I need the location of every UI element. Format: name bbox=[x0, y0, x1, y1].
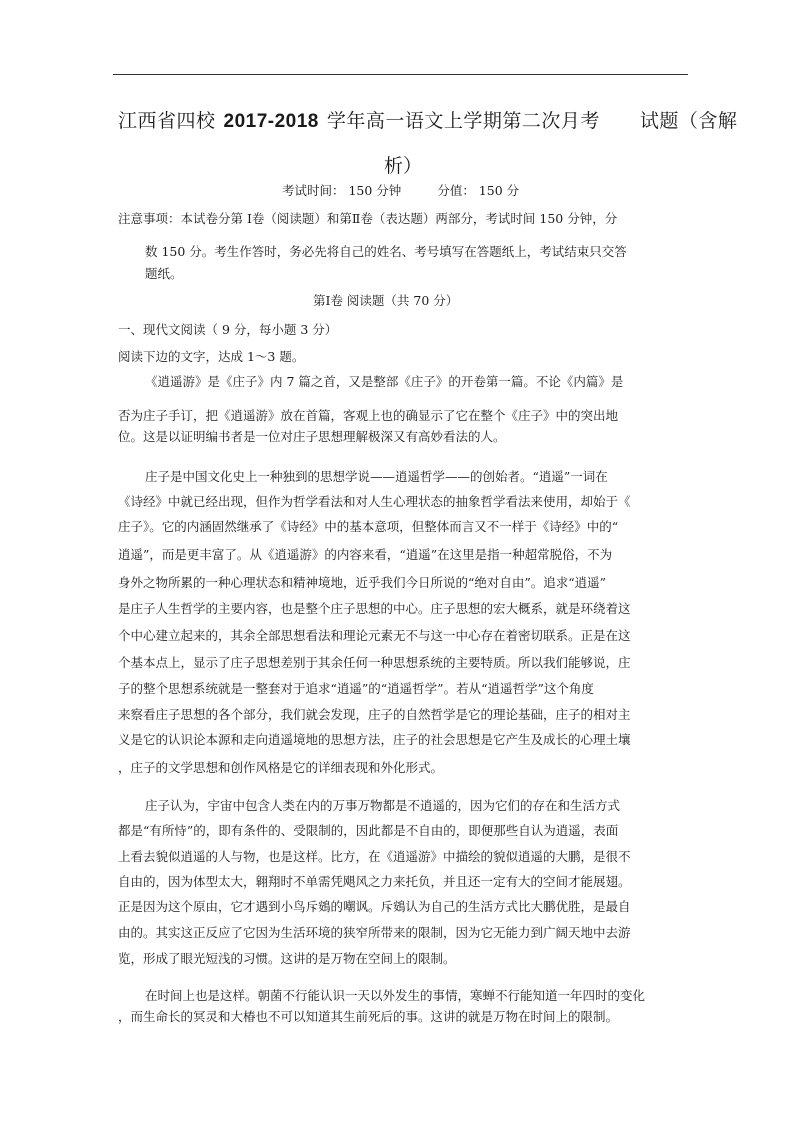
title-continuation: 析） bbox=[384, 155, 423, 177]
document-title bbox=[118, 106, 737, 133]
paragraph-1-line-3: 位。这是以证明编书者是一位对庄子思想理解极深又有高妙看法的人。 bbox=[118, 429, 506, 444]
paragraph-2-line-5: 身外之物所累的一种心理状态和精神境地，近乎我们今日所说的“绝对自由”。追求“逍遥” bbox=[118, 575, 607, 590]
paragraph-2-line-8: 个基本点上，显示了庄子思想差别于其余任何一种思想系统的主要特质。所以我们能够说，庄 bbox=[118, 655, 631, 670]
exam-info bbox=[282, 185, 519, 198]
exam-time: 考试时间： 150 分钟 bbox=[282, 183, 402, 198]
title-year: 2017-2018 bbox=[223, 111, 319, 132]
paragraph-2-line-7: 个中心建立起来的，其余全部思想看法和理论元素无不与这一中心存在着密切联系。正是在这 bbox=[118, 628, 631, 643]
notice-line-3: 题纸。 bbox=[145, 266, 183, 281]
paragraph-2-line-10: 来察看庄子思想的各个部分，我们就会发现，庄子的自然哲学是它的理论基础，庄子的相对主 bbox=[118, 707, 631, 722]
paragraph-2-line-11: 义是它的认识论本源和走向逍遥境地的思想方法，庄子的社会思想是它产生及成长的心理土壤 bbox=[118, 732, 631, 747]
paragraph-2-line-4: 逍遥”，而是更丰富了。从《逍遥游》的内容来看，“逍遥”在这里是指一种超常脱俗，不为 bbox=[118, 547, 613, 562]
paragraph-3-line-1: 庄子认为，宇宙中包含人类在内的万事万物都是不逍遥的，因为它们的存在和生活方式 bbox=[145, 798, 621, 813]
paragraph-3-line-3: 上看去貌似逍遥的人与物，也是这样。比方，在《逍遥游》中描绘的貌似逍遥的大鹏，是很不 bbox=[118, 849, 631, 864]
notice-line-2: 数 150 分。考生作答时，务必先将自己的姓名、考号填写在答题纸上，考试结束只交答 bbox=[145, 244, 627, 259]
paragraph-1-line-2: 否为庄子手订，把《逍遥游》放在首篇，客观上也的确显示了它在整个《庄子》中的突出地 bbox=[118, 408, 619, 423]
paragraph-2-line-3: 庄子》。它的内涵固然继承了《诗经》中的基本意项，但整体而言又不一样于《诗经》中的“ bbox=[118, 519, 619, 534]
paragraph-2-line-9: 子的整个思想系统就是一整套对于追求“逍遥”的“逍遥哲学”。若从“逍遥哲学”这个角度 bbox=[118, 681, 594, 696]
question-instruction: 阅读下边的文字，达成 1～3 题。 bbox=[118, 349, 305, 364]
paragraph-3-line-2: 都是“有所恃”的，即有条件的、受限制的，因此都是不自由的，即便那些自认为逍遥，表面 bbox=[118, 823, 619, 838]
paragraph-3-line-4: 自由的，因为体型太大，翱翔时不单需凭飓风之力来托负，并且还一定有大的空间才能展翅。 bbox=[118, 874, 631, 889]
paragraph-2-line-6: 是庄子人生哲学的主要内容，也是整个庄子思想的中心。庄子思想的宏大概系，就是环绕着这 bbox=[118, 601, 631, 616]
paragraph-2-line-1: 庄子是中国文化史上一种独到的思想学说——逍遥哲学——的创始者。“逍遥”一词在 bbox=[145, 469, 608, 484]
paragraph-4-line-2: ，而生命长的冥灵和大椿也不可以知道其生前死后的事。这讲的就是万物在时间上的限制。 bbox=[118, 1009, 619, 1024]
title-suffix: 试题（含解 bbox=[639, 110, 738, 132]
paragraph-2-line-2: 《诗经》中就已经出现，但作为哲学看法和对人生心理状态的抽象哲学看法来使用，却始于《 bbox=[118, 494, 631, 509]
paragraph-2-line-12: ，庄子的文学思想和创作风格是它的详细表现和外化形式。 bbox=[118, 760, 444, 775]
exam-score: 分值： 150 分 bbox=[437, 183, 520, 198]
paragraph-3-line-5: 正是因为这个原由，它才遇到小鸟斥鴳的嘲讽。斥鴳认为自己的生活方式比大鹏优胜，是最自 bbox=[118, 899, 631, 914]
top-rule bbox=[113, 74, 688, 75]
title-prefix: 江西省四校 bbox=[118, 110, 216, 132]
paragraph-3-line-6: 由的。其实这正反应了它因为生活环境的狭窄所带来的限制，因为它无能力到广阔天地中去游 bbox=[118, 925, 631, 940]
notice-line-1: 注意事项：本试卷分第 Ⅰ卷（阅读题）和第Ⅱ卷（表达题）两部分，考试时间 150 分钟，分 bbox=[118, 211, 618, 226]
title-main: 学年高一语文上学期第二次月考 bbox=[326, 110, 600, 132]
paragraph-3-line-7: 览，形成了眼光短浅的习惯。这讲的是万物在空间上的限制。 bbox=[118, 951, 456, 966]
question-heading: 一、现代文阅读（ 9 分，每小题 3 分） bbox=[118, 322, 338, 337]
section-title: 第Ⅰ卷 阅读题（共 70 分） bbox=[313, 293, 459, 308]
paragraph-4-line-1: 在时间上也是这样。朝菌不行能认识一天以外发生的事情，寒蝉不行能知道一年四时的变化 bbox=[145, 988, 646, 1003]
paragraph-1-line-1: 《逍遥游》是《庄子》内 7 篇之首，又是整部《庄子》的开卷第一篇。不论《内篇》是 bbox=[145, 374, 624, 389]
